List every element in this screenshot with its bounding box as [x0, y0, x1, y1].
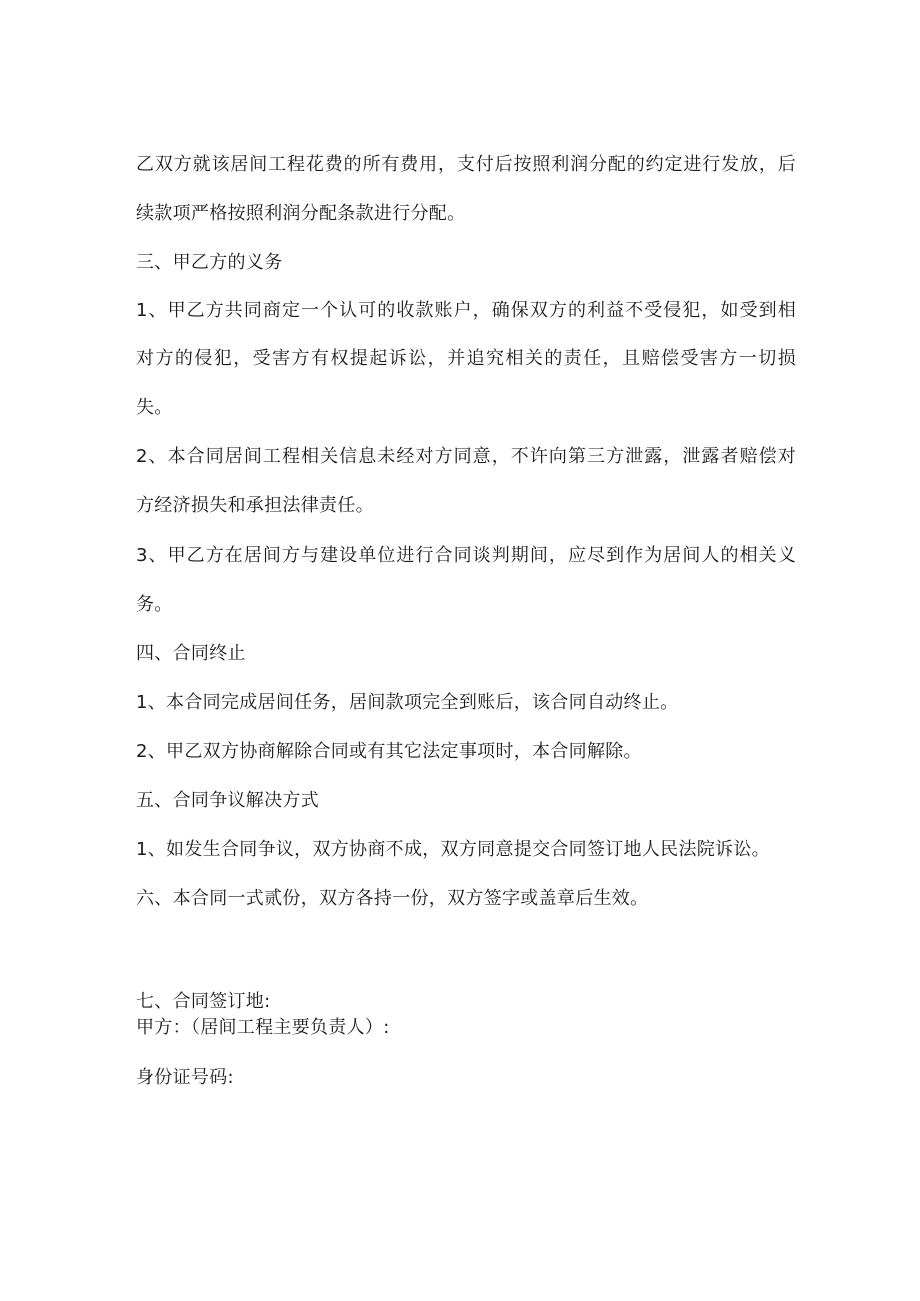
paragraph-line: 1、如发生合同争议，双方协商不成，双方同意提交合同签订地人民法院诉讼。 [136, 839, 770, 860]
paragraph-line: 2、甲乙双方协商解除合同或有其它法定事项时，本合同解除。 [136, 741, 642, 762]
paragraph-line: 1、甲乙方共同商定一个认可的收款账户，确保双方的利益不受侵犯，如受到相 [136, 300, 796, 321]
section-heading: 七、合同签订地: [136, 991, 271, 1012]
paragraph-line: 1、本合同完成居间任务，居间款项完全到账后，该合同自动终止。 [136, 692, 679, 713]
paragraph-line: 2、本合同居间工程相关信息未经对方同意，不许向第三方泄露，泄露者赔偿对 [136, 446, 796, 467]
paragraph-line: 3、甲乙方在居间方与建设单位进行合同谈判期间，应尽到作为居间人的相关义 [136, 545, 796, 566]
section-heading: 三、甲乙方的义务 [136, 252, 283, 273]
paragraph-line: 六、本合同一式贰份，双方各持一份，双方签字或盖章后生效。 [136, 888, 649, 909]
section-heading: 五、合同争议解决方式 [136, 790, 319, 811]
paragraph-line: 务。 [136, 594, 173, 615]
paragraph-line: 续款项严格按照利润分配条款进行分配。 [136, 203, 466, 224]
paragraph-line: 乙双方就该居间工程花费的所有费用，支付后按照利润分配的约定进行发放，后 [136, 154, 796, 175]
section-heading: 四、合同终止 [136, 643, 246, 664]
signature-field-id-number: 身份证号码: [136, 1067, 234, 1088]
paragraph-line: 对方的侵犯，受害方有权提起诉讼，并追究相关的责任，且赔偿受害方一切损 [136, 348, 796, 369]
signature-field-party-a: 甲方：（居间工程主要负责人）: [136, 1017, 390, 1038]
paragraph-line: 方经济损失和承担法律责任。 [136, 495, 374, 516]
paragraph-line: 失。 [136, 397, 173, 418]
